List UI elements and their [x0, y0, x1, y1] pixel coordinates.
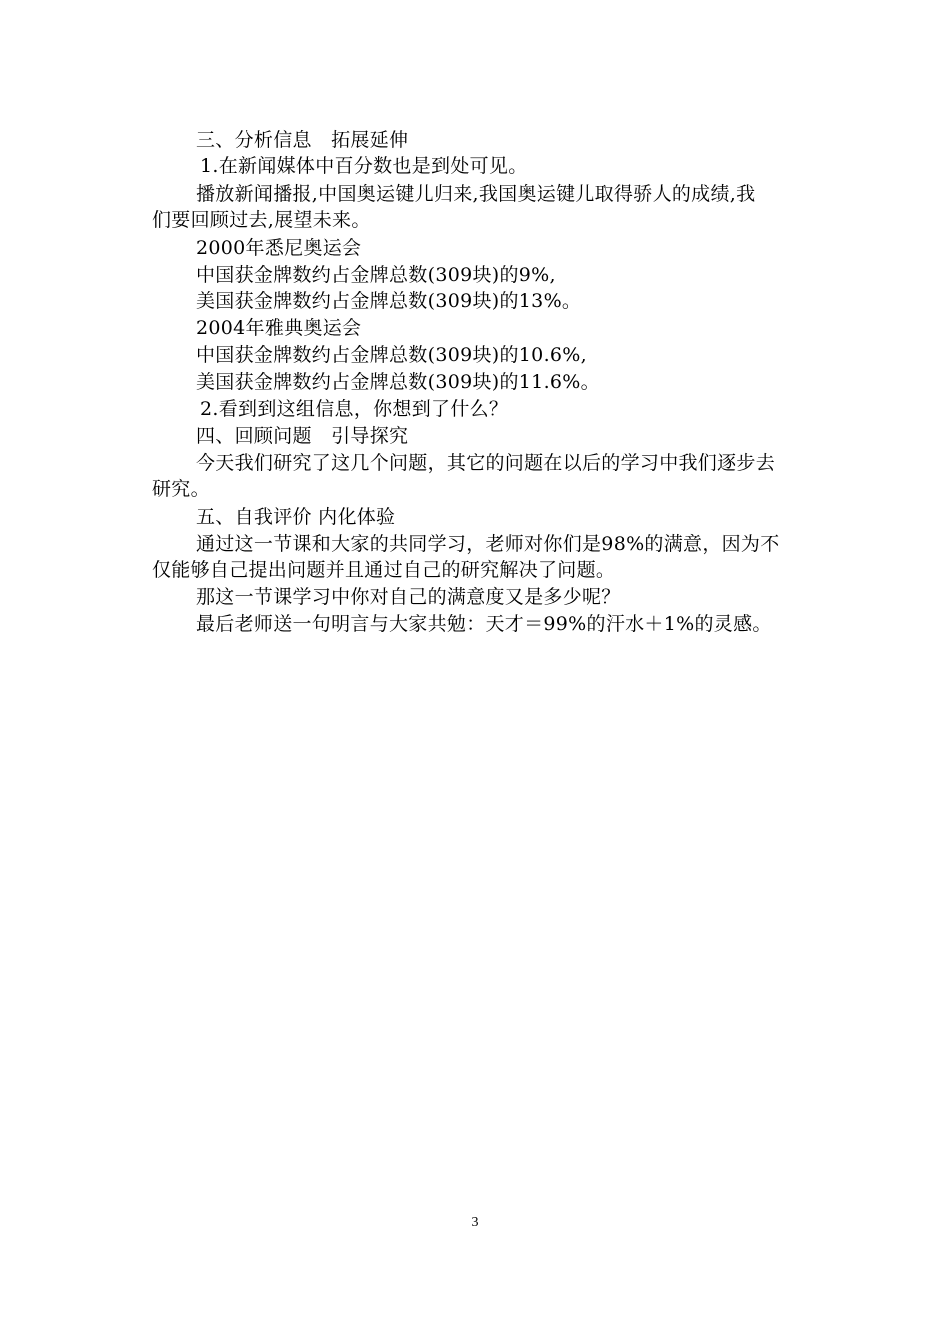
paragraph-line: 最后老师送一句明言与大家共勉：天才＝99%的汗水＋1%的灵感。 [196, 613, 772, 635]
paragraph-line: 美国获金牌数约占金牌总数(309块)的11.6%。 [196, 371, 600, 393]
paragraph-line: 通过这一节课和大家的共同学习，老师对你们是98%的满意，因为不 [196, 533, 780, 555]
paragraph-line: 2000年悉尼奥运会 [196, 237, 362, 259]
paragraph-line: 今天我们研究了这几个问题，其它的问题在以后的学习中我们逐步去 [196, 452, 776, 474]
paragraph-line: 们要回顾过去,展望未来。 [152, 209, 371, 231]
paragraph-line: 2004年雅典奥运会 [196, 317, 362, 339]
paragraph-line: 研究。 [152, 478, 210, 500]
paragraph-line: 中国获金牌数约占金牌总数(309块)的9%, [196, 264, 556, 286]
paragraph-line: 美国获金牌数约占金牌总数(309块)的13%。 [196, 290, 582, 312]
paragraph-line: 1.在新闻媒体中百分数也是到处可见。 [200, 155, 528, 177]
paragraph-line: 仅能够自己提出问题并且通过自己的研究解决了问题。 [152, 559, 616, 581]
paragraph-line: 中国获金牌数约占金牌总数(309块)的10.6%, [196, 344, 587, 366]
section-heading-review-questions: 四、回顾问题 引导探究 [196, 425, 409, 447]
paragraph-line: 那这一节课学习中你对自己的满意度又是多少呢？ [196, 586, 621, 608]
section-heading-self-evaluation: 五、自我评价 内化体验 [196, 506, 396, 528]
paragraph-line: 2.看到到这组信息，你想到了什么？ [200, 398, 509, 420]
paragraph-line: 播放新闻播报,中国奥运键儿归来,我国奥运键儿取得骄人的成绩,我 [196, 183, 756, 205]
section-heading-analyze-info: 三、分析信息 拓展延伸 [196, 129, 409, 151]
page-number: 3 [471, 1215, 479, 1230]
